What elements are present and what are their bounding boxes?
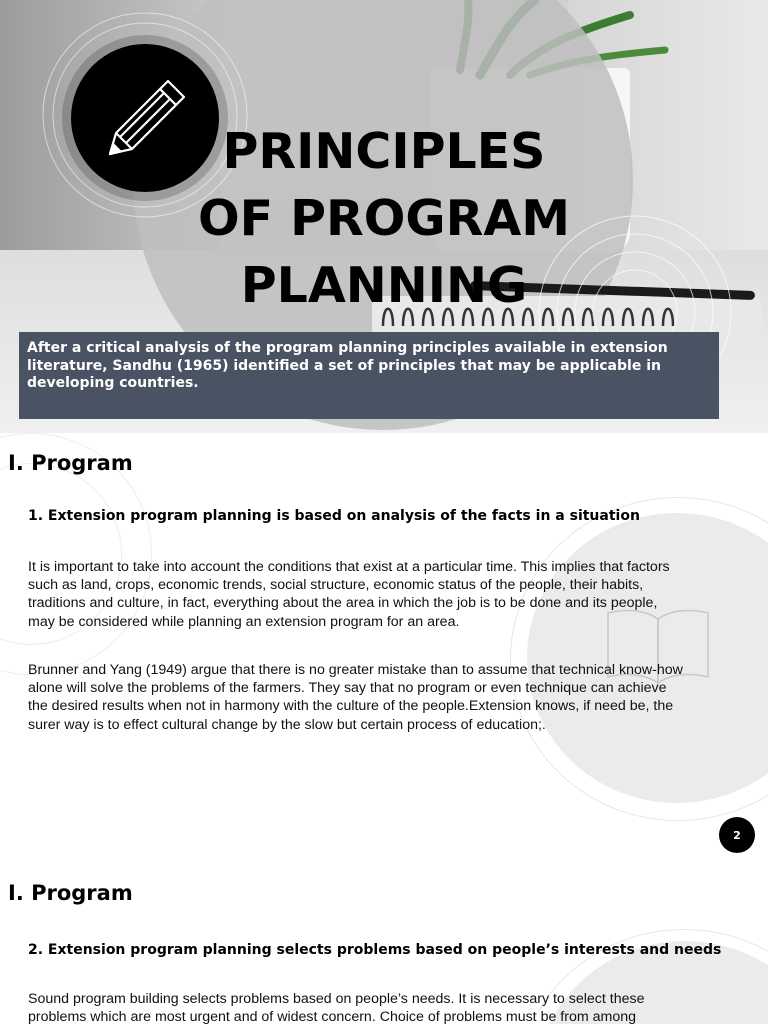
title-line: PRINCIPLES [222, 123, 546, 180]
body-paragraph: Sound program building selects problems based on people’s needs. It is necessary to select these problems which are most urgent and of widest concern. Choice of problems must be from among [28, 991, 645, 1024]
title-line: OF PROGRAM [197, 190, 571, 247]
point-heading: 2. Extension program planning selects problems based on people’s interests and needs [28, 942, 722, 958]
title-slide [0, 0, 768, 433]
intro-text: After a critical analysis of the program planning principles available in extension literature, Sandhu (1965) identified a set of principles that may be applicable in developing countries. [27, 340, 668, 391]
title-line: PLANNING [240, 257, 528, 314]
point-heading: 1. Extension program planning is based on analysis of the facts in a situation [28, 508, 640, 524]
body-paragraph: It is important to take into account the conditions that exist at a particular time. This implies that factors such as land, crops, economic trends, social structure, economic status of the people, their habits, traditions and culture, in fact, everything about the area in which the job is to be done and its people, may be considered while planning an extension program for an area. [28, 559, 670, 630]
page-number-badge [719, 817, 755, 853]
section-heading: I. Program [8, 881, 133, 905]
content-slide-1 [0, 433, 768, 863]
page-title [150, 118, 618, 319]
section-heading: I. Program [8, 451, 133, 475]
body-paragraph: Brunner and Yang (1949) argue that there is no greater mistake than to assume that technical know-how alone will solve the problems of the farmers. They say that no program or even technique can achieve the desired results when not in harmony with the culture of the people.Extension knows, if need be, the surer way is to effect cultural change by the slow but certain process of education;. [28, 662, 683, 733]
content-slide-2 [0, 863, 768, 1024]
intro-banner [19, 332, 719, 419]
page-number: 2 [733, 828, 741, 842]
